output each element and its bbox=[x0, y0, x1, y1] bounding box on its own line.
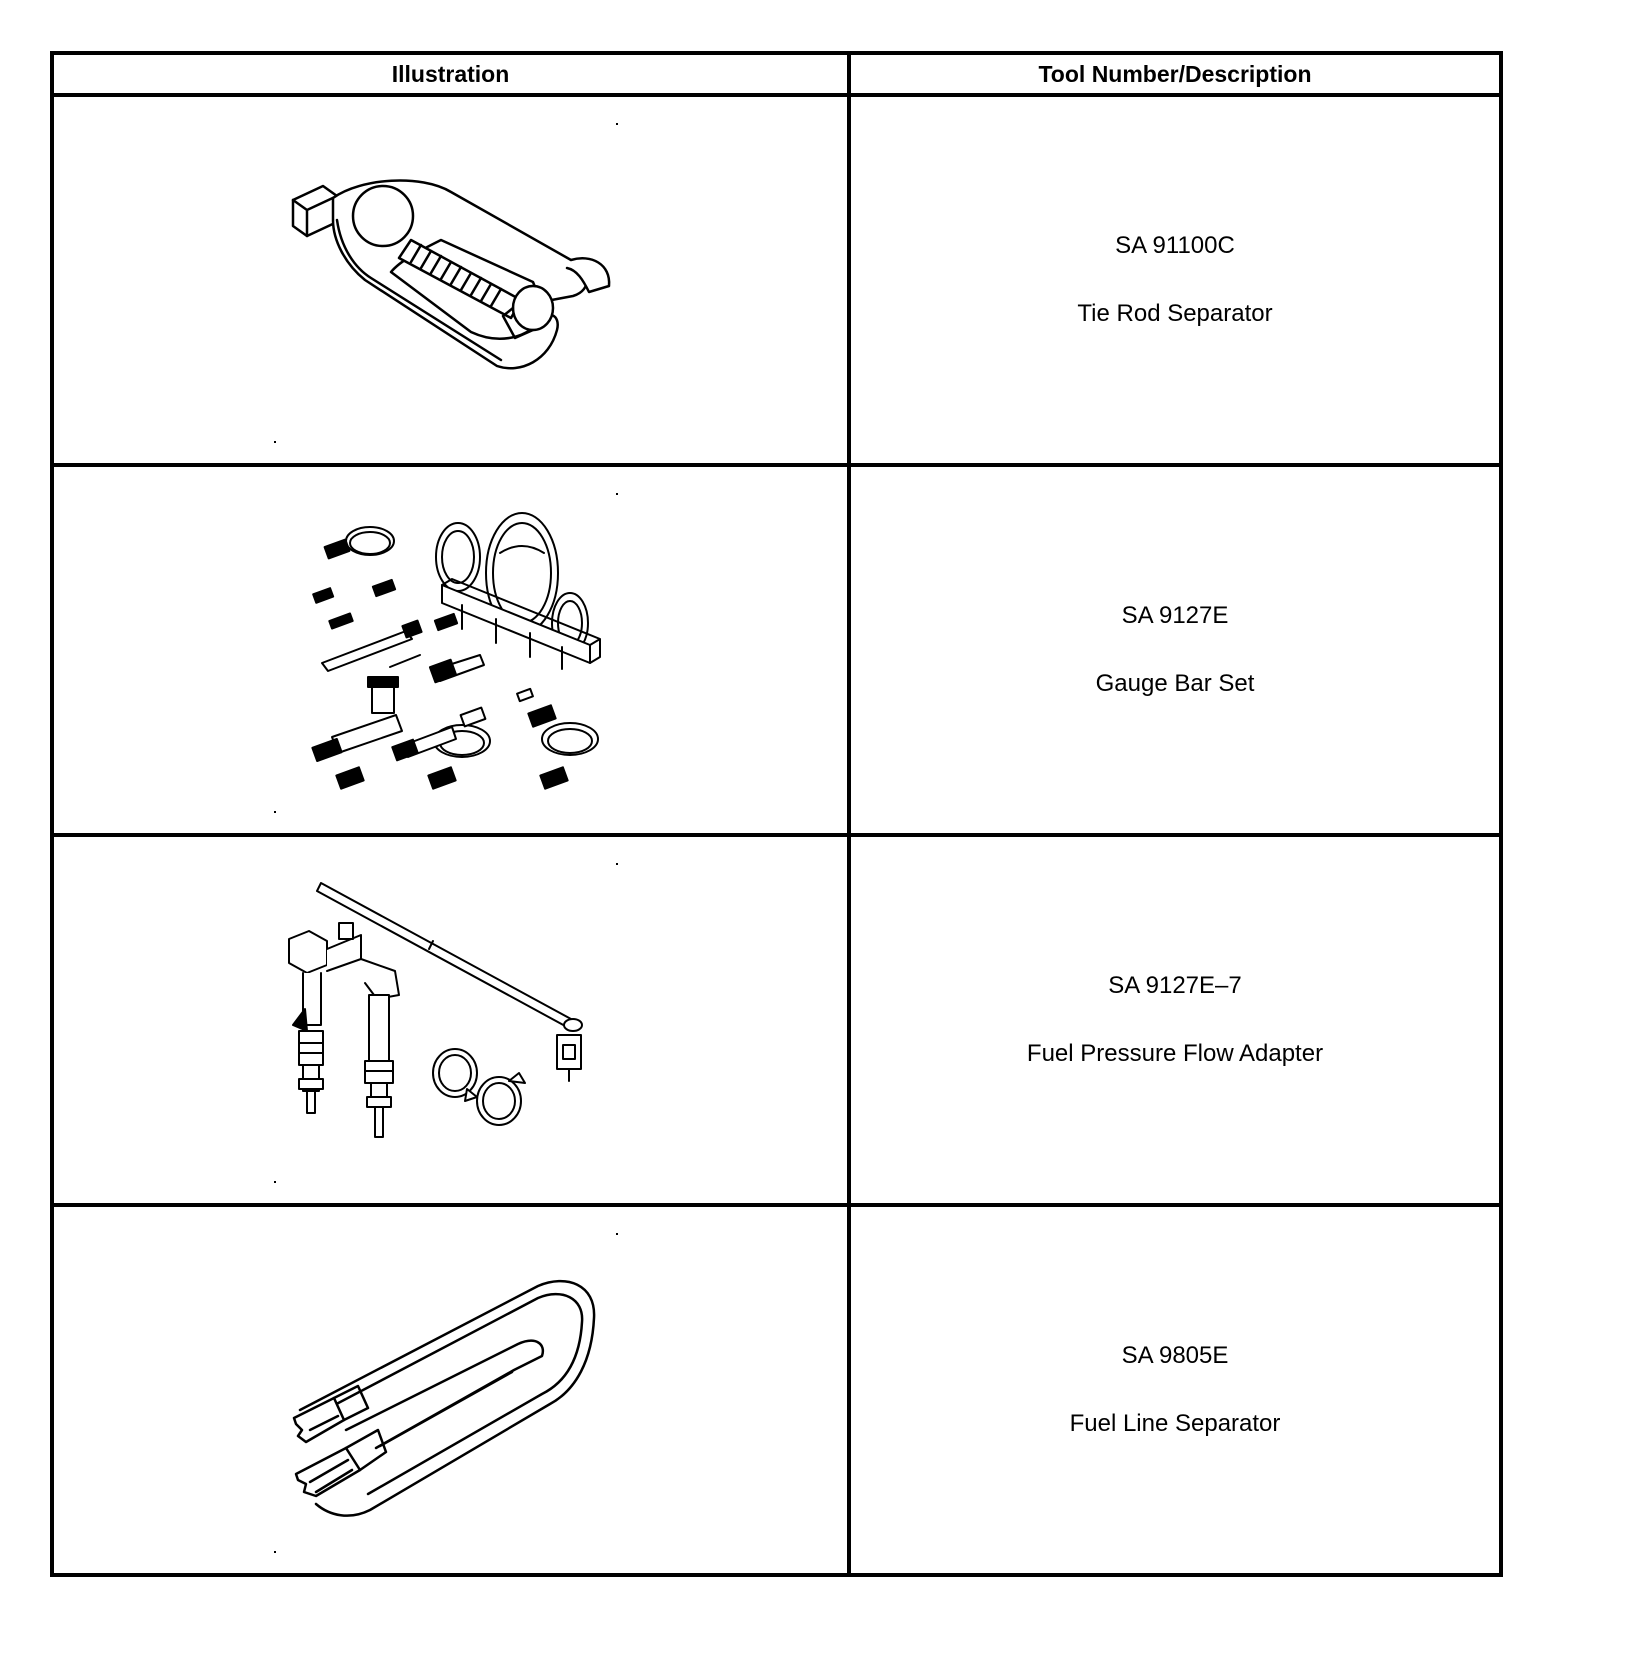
tool-name: Tie Rod Separator bbox=[1077, 300, 1273, 327]
description-cell bbox=[849, 95, 1501, 465]
tool-name: Fuel Line Separator bbox=[1069, 1410, 1281, 1437]
tool-number: SA 9127E–7 bbox=[1108, 972, 1242, 999]
illustration-cell bbox=[52, 835, 849, 1205]
tie-rod-separator-icon bbox=[271, 160, 631, 400]
gauge-bar-set-icon bbox=[286, 505, 616, 795]
illustration-cell bbox=[52, 95, 849, 465]
table-row bbox=[52, 1205, 1501, 1575]
fuel-pressure-flow-adapter-icon bbox=[281, 875, 621, 1165]
illustration-cell bbox=[52, 1205, 849, 1575]
illustration-cell bbox=[52, 465, 849, 835]
table-header-row bbox=[52, 53, 1501, 95]
fuel-line-separator-icon bbox=[286, 1260, 616, 1520]
tool-table bbox=[50, 51, 1503, 1577]
table-row bbox=[52, 95, 1501, 465]
tool-number: SA 9805E bbox=[1121, 1342, 1229, 1369]
tool-number: SA 9127E bbox=[1121, 602, 1229, 629]
description-cell bbox=[849, 465, 1501, 835]
table-row bbox=[52, 835, 1501, 1205]
tool-name: Gauge Bar Set bbox=[1095, 670, 1255, 697]
header-description: Tool Number/Description bbox=[849, 53, 1501, 95]
table-row bbox=[52, 465, 1501, 835]
tool-number: SA 91100C bbox=[1115, 232, 1235, 259]
description-cell bbox=[849, 1205, 1501, 1575]
description-cell bbox=[849, 835, 1501, 1205]
tool-name: Fuel Pressure Flow Adapter bbox=[1026, 1040, 1324, 1067]
header-illustration: Illustration bbox=[52, 53, 849, 95]
